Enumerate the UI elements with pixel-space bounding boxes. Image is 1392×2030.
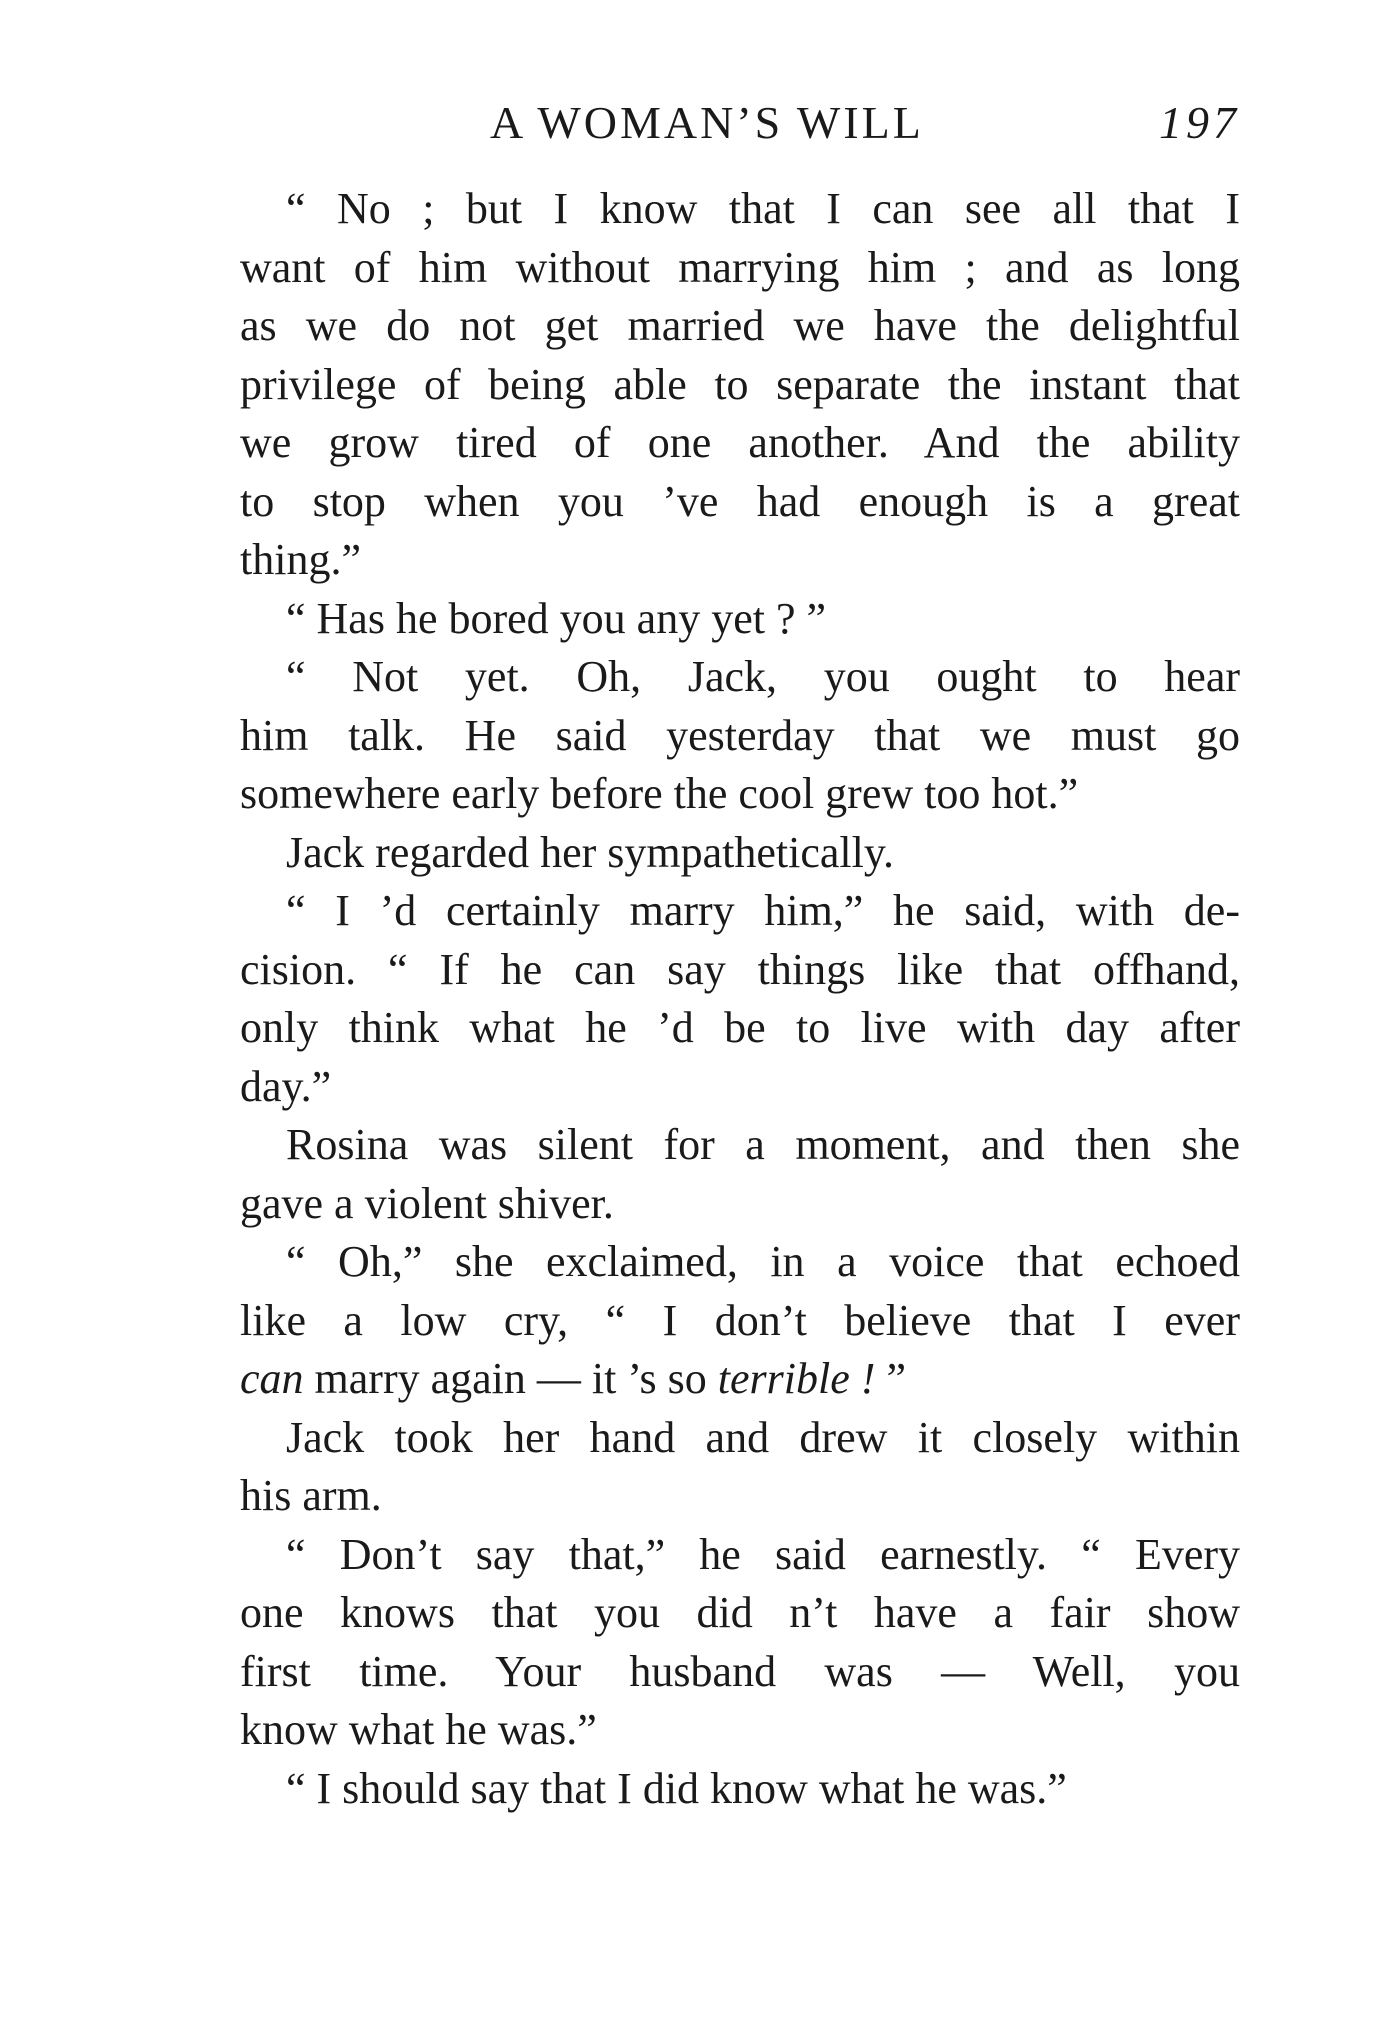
text-line: gave a violent shiver. [240,1178,614,1228]
text-line: Jack regarded her sympathetically. [286,827,894,877]
text-line: to stop when you ’ve had enough is a great [240,476,1240,526]
text-line: “ Not yet. Oh, Jack, you ought to hear [286,652,1240,701]
book-page [240,96,1240,1946]
text-line: want of him without marrying him ; and as long [240,242,1240,292]
text-line: him talk. He said yesterday that we must go [240,710,1240,760]
text-line: first time. Your husband was — Well, you [240,1646,1240,1696]
italic-text: terrible ! [717,1354,876,1403]
text-line: “ Don’t say that,” he said earnestly. “ Every [286,1529,1240,1579]
text-segment: ” [875,1354,906,1403]
text-line: “ Has he bored you any yet ? ” [286,593,827,643]
text-line: day.” [240,1061,332,1111]
running-title: A WOMAN’S WILL [490,97,924,148]
text-line: one knows that you did n’t have a fair show [240,1588,1240,1637]
text-line: privilege of being able to separate the instant that [240,359,1240,409]
text-line: only think what he ’d be to live with day after [240,1003,1240,1052]
text-line: “ I ’d certainly marry him,” he said, with de- [286,886,1240,935]
text-line: know what he was.” [240,1705,597,1754]
text-line: “ Oh,” she exclaimed, in a voice that echoed [286,1237,1240,1286]
italic-text: can [240,1354,304,1403]
text-line: his arm. [240,1471,382,1520]
text-line: “ No ; but I know that I can see all that I [286,184,1240,233]
text-line: we grow tired of one another. And the ability [240,418,1240,467]
text-line: as we do not get married we have the delightful [240,301,1240,350]
text-line: Jack took her hand and drew it closely within [286,1412,1240,1462]
page-number: 197 [1159,97,1240,148]
text-segment: marry again — it ’s so [303,1354,718,1403]
text-line: like a low cry, “ I don’t believe that I ever [240,1295,1240,1345]
body-text [240,180,1240,1818]
text-line: thing.” [240,535,361,584]
text-line-mixed [240,1350,1240,1409]
text-line: Rosina was silent for a moment, and then she [286,1120,1240,1169]
running-head [240,96,1240,166]
text-line: somewhere early before the cool grew too hot.” [240,769,1079,818]
text-line: cision. “ If he can say things like that offhand, [240,944,1240,994]
text-line: “ I should say that I did know what he was.” [286,1763,1067,1813]
